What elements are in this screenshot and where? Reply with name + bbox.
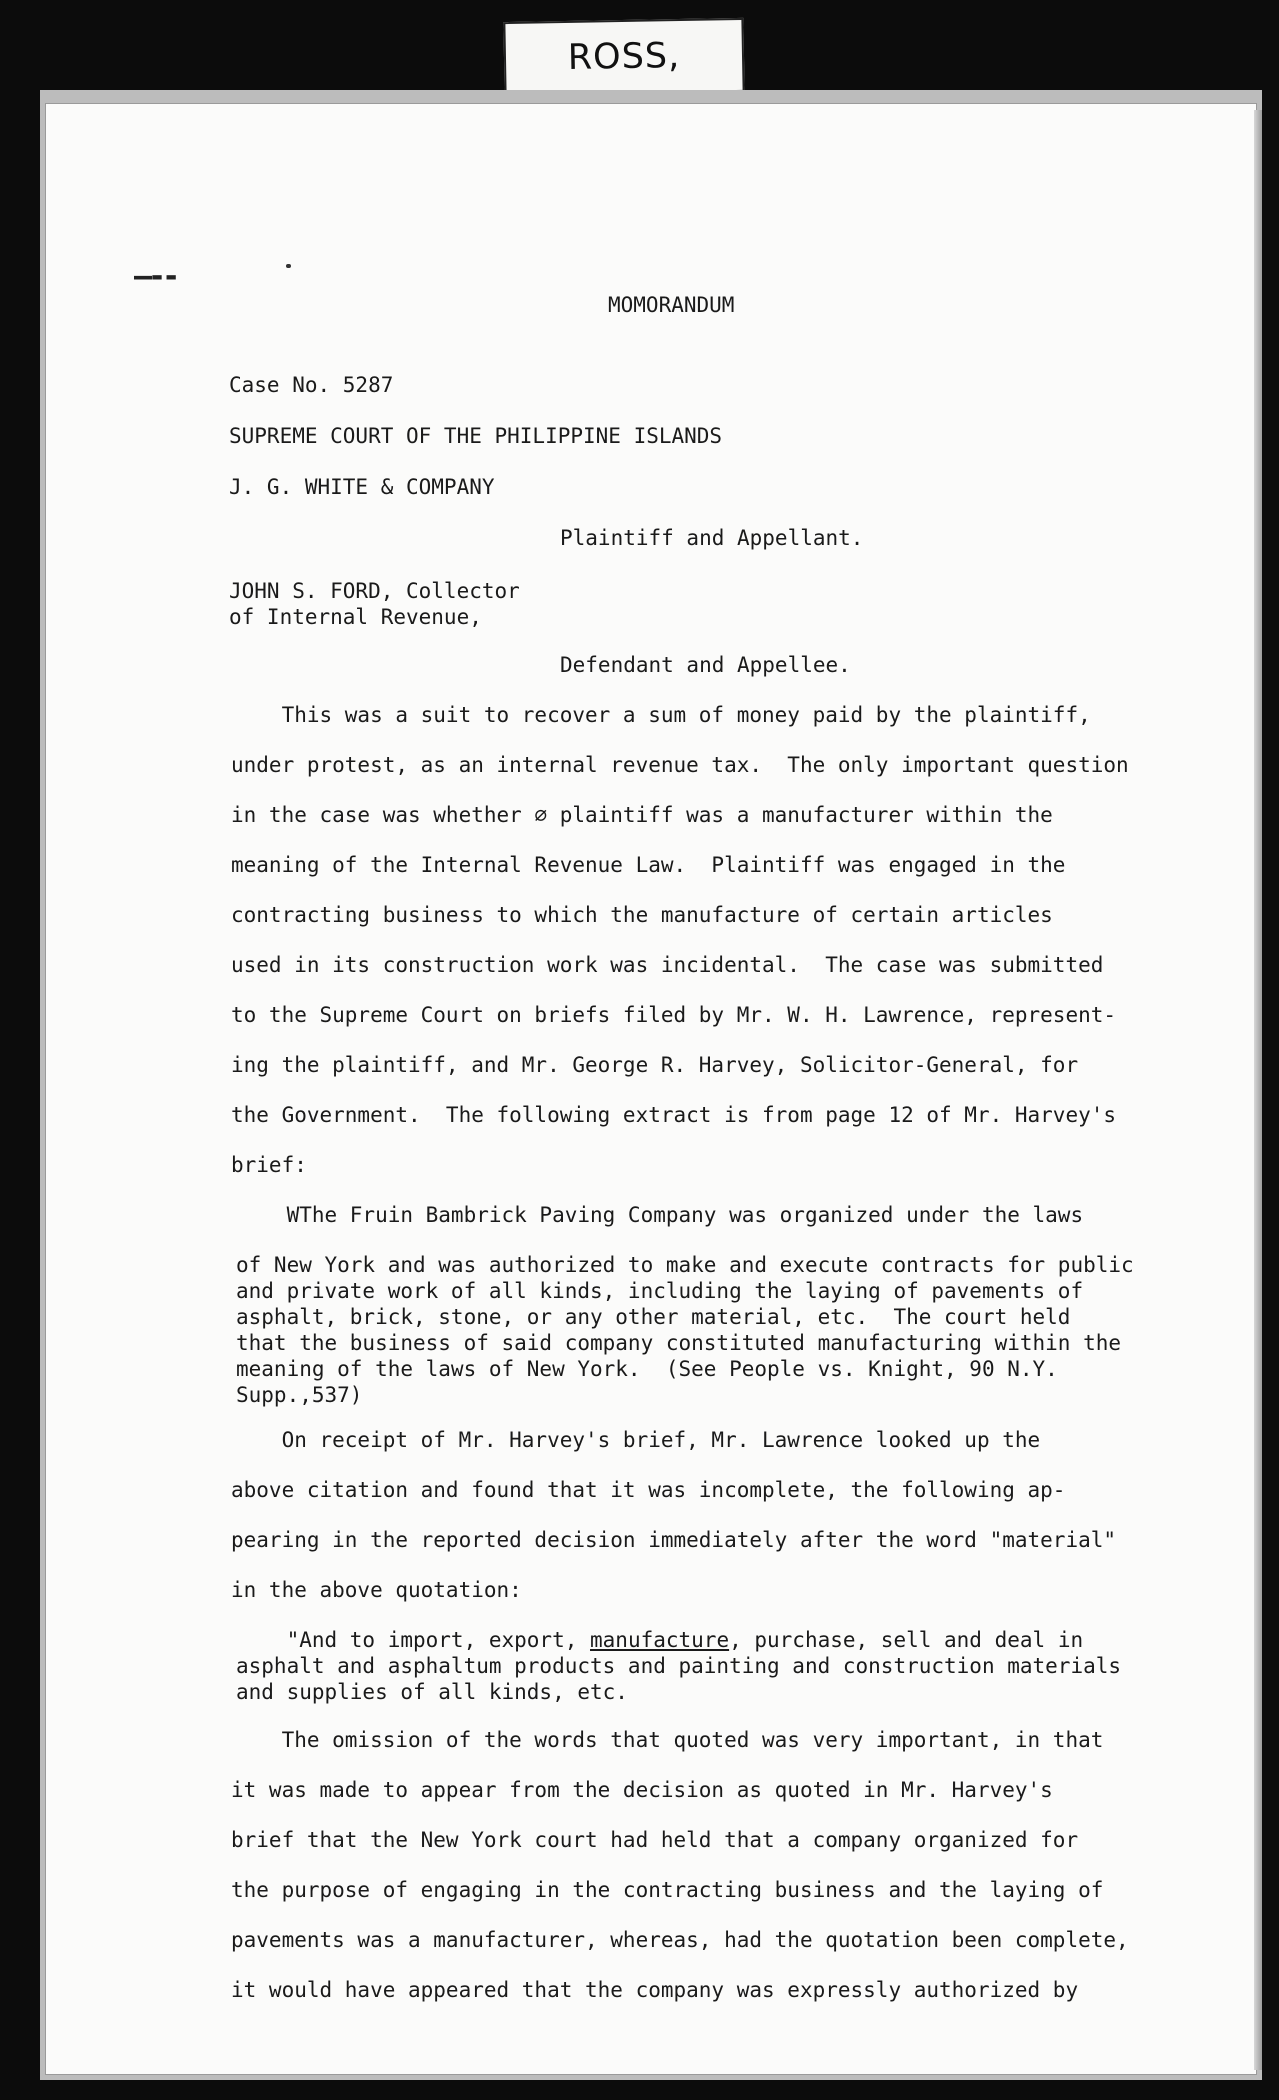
defendant-title: of Internal Revenue, [229,605,482,629]
paragraph-1-line: used in its construction work was incidental. The case was submitted [231,953,1104,977]
quote-2-text: "And to import, export, [236,1628,591,1652]
court-name: SUPREME COURT OF THE PHILIPPINE ISLANDS [229,424,723,448]
paragraph-2-line: On receipt of Mr. Harvey's brief, Mr. Lawrence looked up the [231,1428,1041,1452]
underlined-word: manufacture [590,1628,730,1652]
paragraph-1-line: This was a suit to recover a sum of money paid by the plaintiff, [231,703,1091,727]
defendant-name: JOHN S. FORD, Collector [229,579,520,603]
quote-2-line: asphalt and asphaltum products and painting and construction materials [236,1654,1122,1678]
paragraph-3-line: it would have appeared that the company was expressly authorized by [231,1978,1079,2002]
paragraph-1-line: ing the plaintiff, and Mr. George R. Harvey, Solicitor-General, for [231,1053,1079,1077]
quote-1-line: of New York and was authorized to make and execute contracts for public [236,1253,1134,1277]
document-page [46,104,1256,2074]
paragraph-3-line: the purpose of engaging in the contracting business and the laying of [231,1878,1104,1902]
paragraph-2-line: in the above quotation: [231,1578,522,1602]
paragraph-1-line: in the case was whether ∅ plaintiff was a manufacturer within the [231,803,1053,827]
memo-title: MOMORANDUM [608,293,735,317]
paragraph-1-line: to the Supreme Court on briefs filed by Mr. W. H. Lawrence, represent- [231,1003,1117,1027]
header-mark: —-- [134,259,177,294]
quote-2-text: , purchase, sell and deal in [729,1628,1084,1652]
paragraph-3-line: it was made to appear from the decision as quoted in Mr. Harvey's [231,1778,1053,1802]
paragraph-1-line: the Government. The following extract is from page 12 of Mr. Harvey's [231,1103,1117,1127]
quote-2-line: and supplies of all kinds, etc. [236,1680,628,1704]
paragraph-3-line: brief that the New York court had held that a company organized for [231,1828,1079,1852]
paragraph-1-line: under protest, as an internal revenue tax. The only important question [231,753,1129,777]
paragraph-1-line: brief: [231,1153,307,1177]
quote-1-line: Supp.,537) [236,1383,363,1407]
paragraph-1-line: contracting business to which the manufacture of certain articles [231,903,1053,927]
case-number: Case No. 5287 [229,373,394,397]
page-edge-shadow [1254,110,1262,2070]
quote-1-line: and private work of all kinds, including the laying of pavements of [236,1279,1084,1303]
paragraph-1-line: meaning of the Internal Revenue Law. Plaintiff was engaged in the [231,853,1066,877]
quote-2-line [236,1627,1083,1653]
paragraph-2-line: above citation and found that it was incomplete, the following ap- [231,1478,1066,1502]
defendant-role: Defendant and Appellee. [560,653,851,677]
plaintiff-role: Plaintiff and Appellant. [560,526,864,550]
paragraph-2-line: pearing in the reported decision immediately after the word "material" [231,1528,1117,1552]
quote-1-line: that the business of said company constituted manufacturing within the [236,1331,1122,1355]
paragraph-3-line: The omission of the words that quoted was very important, in that [231,1728,1104,1752]
paragraph-3-line: pavements was a manufacturer, whereas, had the quotation been complete, [231,1928,1129,1952]
quote-1-line: asphalt, brick, stone, or any other material, etc. The court held [236,1305,1071,1329]
folder-tab-label: ROSS, [503,18,744,96]
quote-1-line: meaning of the laws of New York. (See People vs. Knight, 90 N.Y. [236,1357,1058,1381]
quote-1-line: WThe Fruin Bambrick Paving Company was organized under the laws [236,1203,1084,1227]
plaintiff-name: J. G. WHITE & COMPANY [229,475,495,499]
page-content [46,104,1256,2074]
